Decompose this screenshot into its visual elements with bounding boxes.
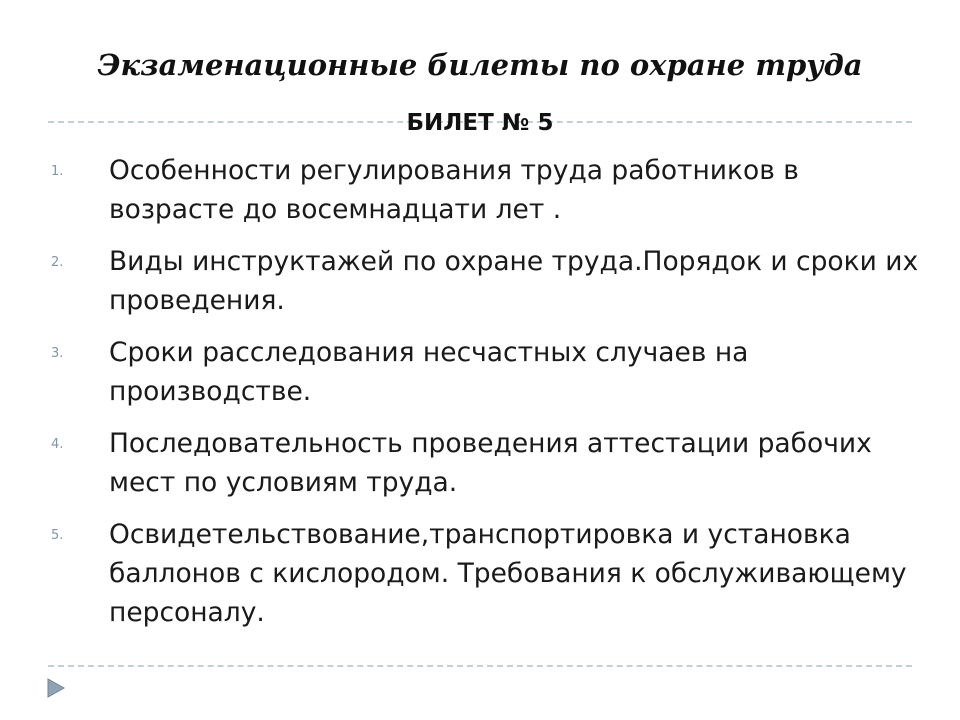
item-number: 5.: [51, 528, 64, 543]
item-text: Сроки расследования несчастных случаев на производстве.: [109, 337, 749, 407]
item-number: 2.: [51, 255, 64, 270]
item-number: 4.: [51, 437, 64, 452]
item-number: 1.: [51, 164, 64, 179]
item-number: 3.: [51, 346, 64, 361]
list-item: [50, 515, 920, 632]
questions-list: [50, 151, 920, 645]
list-item: [50, 242, 920, 320]
triangle-right-icon[interactable]: [46, 678, 66, 698]
list-item: [50, 151, 920, 229]
ticket-heading: БИЛЕТ № 5: [406, 110, 554, 136]
item-text: Особенности регулирования труда работников в возрасте до восемнадцати лет .: [109, 155, 799, 225]
item-text: Последовательность проведения аттестации рабочих мест по условиям труда.: [109, 428, 872, 498]
item-text: Виды инструктажей по охране труда.Порядок и сроки их проведения.: [109, 246, 919, 316]
bottom-divider: [48, 665, 912, 667]
item-text: Освидетельствование,транспортировка и установка баллонов с кислородом. Требования к обслуживающему персоналу.: [109, 519, 907, 628]
slide-title: Экзаменационные билеты по охране труда: [97, 48, 863, 82]
list-item: [50, 424, 920, 502]
list-item: [50, 333, 920, 411]
